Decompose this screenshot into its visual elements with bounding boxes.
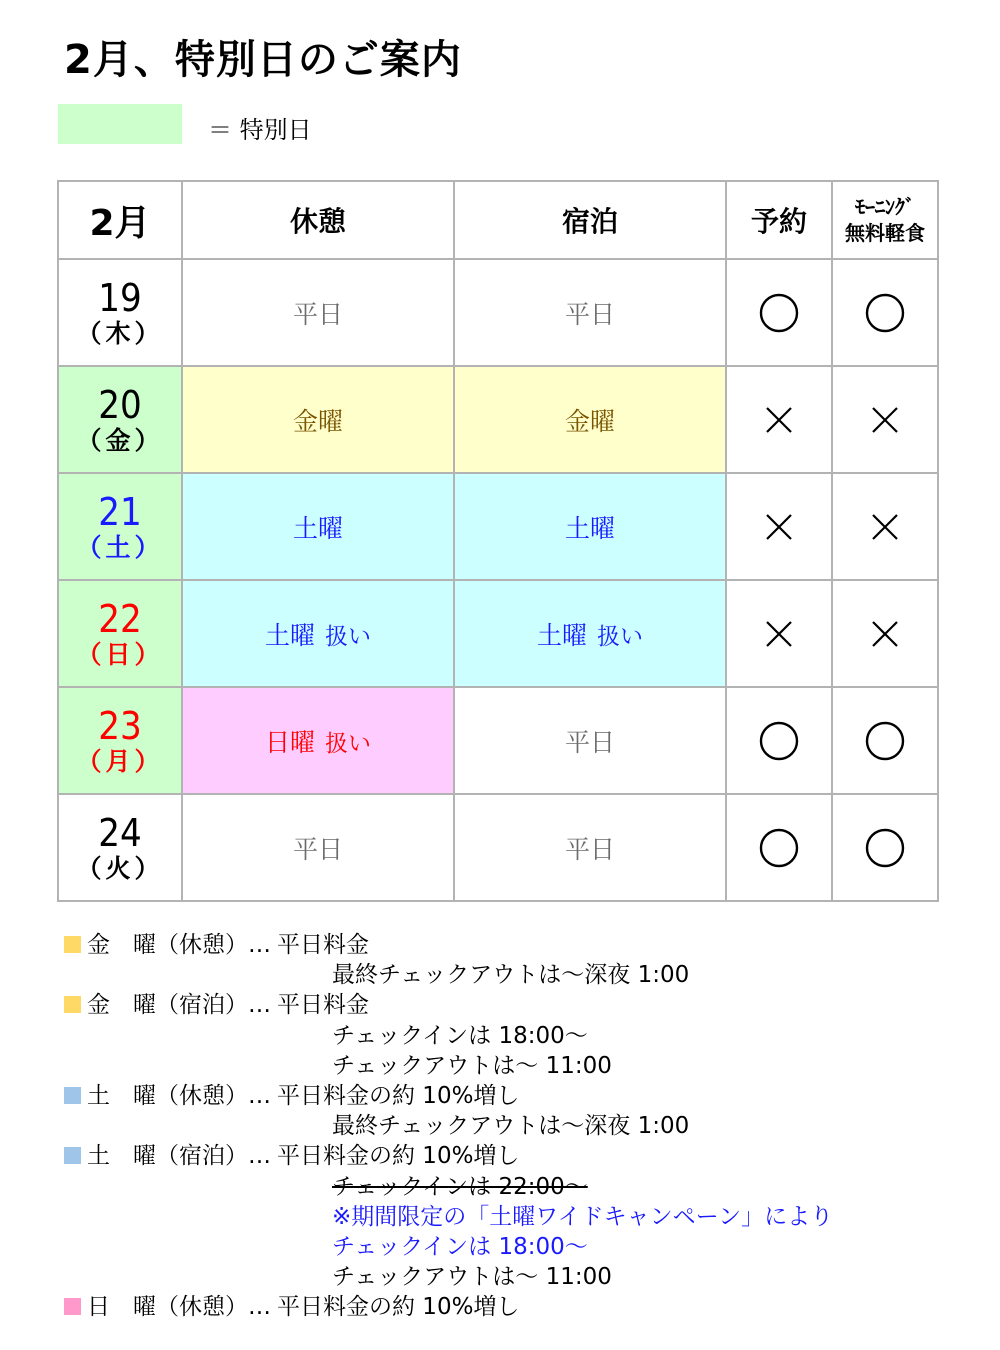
note-label: 日 曜（休憩）… bbox=[87, 1294, 271, 1321]
schedule-body bbox=[58, 259, 938, 901]
note-detail-text: チェックインは 18:00～ bbox=[332, 1022, 588, 1049]
note-heading bbox=[64, 1141, 833, 1171]
note-label: 金 曜（宿泊）… bbox=[87, 992, 271, 1019]
stay-label bbox=[565, 407, 615, 436]
note-rate: 平日料金 bbox=[277, 932, 369, 958]
day-cell bbox=[58, 366, 182, 473]
stay-label bbox=[565, 835, 615, 864]
day-cell bbox=[58, 259, 182, 366]
header-row bbox=[58, 181, 938, 259]
circle-mark-icon bbox=[833, 828, 937, 868]
stay-cell bbox=[454, 580, 726, 687]
note-detail-text: 最終チェックアウトは～深夜 1:00 bbox=[332, 1113, 690, 1140]
morning-cell bbox=[832, 473, 938, 580]
day-weekday: （木） bbox=[76, 318, 164, 348]
rest-cell bbox=[182, 473, 454, 580]
stay-label-text: 金曜 bbox=[564, 406, 615, 436]
cross-mark-icon bbox=[833, 512, 937, 542]
reservation-cell bbox=[726, 473, 832, 580]
note-detail bbox=[64, 1262, 833, 1292]
stay-label-suffix: 扱い bbox=[597, 623, 643, 650]
morning-cell bbox=[832, 259, 938, 366]
rest-label-suffix: 扱い bbox=[325, 730, 371, 757]
note-detail bbox=[64, 1051, 833, 1081]
morning-cell bbox=[832, 580, 938, 687]
header-reservation: 予約 bbox=[726, 181, 832, 259]
schedule-table bbox=[57, 180, 939, 902]
stay-label-text: 平日 bbox=[564, 834, 615, 864]
day-cell bbox=[58, 580, 182, 687]
legend-swatch bbox=[58, 104, 182, 144]
day-number: 21 bbox=[98, 489, 142, 534]
header-morning bbox=[832, 181, 938, 259]
morning-cell bbox=[832, 794, 938, 901]
cross-mark-icon bbox=[727, 405, 831, 435]
note-detail-text: チェックアウトは～ 11:00 bbox=[332, 1052, 612, 1079]
table-row bbox=[58, 794, 938, 901]
rest-label-text: 金曜 bbox=[292, 406, 343, 436]
rest-label-text: 土曜 bbox=[264, 620, 315, 650]
morning-cell bbox=[832, 687, 938, 794]
day-weekday: （月） bbox=[76, 746, 164, 776]
rest-cell bbox=[182, 259, 454, 366]
circle-mark-icon bbox=[727, 293, 831, 333]
note-bullet-square bbox=[64, 936, 81, 953]
rest-label bbox=[293, 407, 343, 436]
note-detail-text: チェックインは 18:00～ bbox=[332, 1233, 588, 1260]
rest-label-text: 土曜 bbox=[292, 513, 343, 543]
day-number: 23 bbox=[98, 703, 142, 748]
cross-mark-icon bbox=[727, 512, 831, 542]
note-detail-text: チェックアウトは～ 11:00 bbox=[332, 1264, 612, 1291]
day-cell bbox=[58, 473, 182, 580]
stay-label bbox=[565, 728, 615, 757]
circle-mark-icon bbox=[833, 293, 937, 333]
note-detail bbox=[64, 1232, 833, 1262]
stay-cell bbox=[454, 259, 726, 366]
reservation-cell bbox=[726, 259, 832, 366]
circle-mark-icon bbox=[727, 828, 831, 868]
rest-label-text: 平日 bbox=[292, 299, 343, 329]
note-detail bbox=[64, 960, 833, 990]
reservation-cell bbox=[726, 580, 832, 687]
note-label: 金 曜（休憩）… bbox=[87, 932, 271, 958]
stay-label-text: 土曜 bbox=[564, 513, 615, 543]
note-bullet-square bbox=[64, 1147, 81, 1164]
circle-mark-icon bbox=[833, 721, 937, 761]
rest-label bbox=[293, 300, 343, 329]
table-row bbox=[58, 473, 938, 580]
cross-mark-icon bbox=[833, 619, 937, 649]
note-heading bbox=[64, 930, 833, 960]
note-heading bbox=[64, 990, 833, 1020]
rest-cell bbox=[182, 366, 454, 473]
stay-cell bbox=[454, 473, 726, 580]
day-number: 24 bbox=[98, 810, 142, 855]
day-weekday: （火） bbox=[76, 853, 164, 883]
stay-label-text: 土曜 bbox=[536, 620, 587, 650]
day-weekday: （日） bbox=[76, 639, 164, 669]
note-heading bbox=[64, 1292, 833, 1322]
note-detail bbox=[64, 1021, 833, 1051]
stay-label-text: 平日 bbox=[564, 299, 615, 329]
morning-cell bbox=[832, 366, 938, 473]
day-number: 19 bbox=[98, 275, 142, 320]
note-label: 土 曜（宿泊）… bbox=[87, 1143, 271, 1170]
rest-cell bbox=[182, 794, 454, 901]
note-heading bbox=[64, 1081, 833, 1111]
stay-label-text: 平日 bbox=[564, 727, 615, 757]
header-stay: 宿泊 bbox=[454, 181, 726, 259]
legend-text: ＝ 特別日 bbox=[208, 116, 312, 144]
note-rate: 平日料金の約 10%増し bbox=[277, 1294, 520, 1321]
note-bullet-square bbox=[64, 1298, 81, 1315]
rest-label bbox=[293, 514, 343, 543]
stay-cell bbox=[454, 794, 726, 901]
note-rate: 平日料金 bbox=[277, 992, 369, 1019]
note-detail-text: チェックインは 22:00～ bbox=[332, 1173, 588, 1200]
note-detail-text: ※期間限定の「土曜ワイドキャンペーン」により bbox=[332, 1203, 834, 1230]
stay-label bbox=[565, 514, 615, 543]
day-number: 20 bbox=[98, 382, 142, 427]
rest-label bbox=[265, 728, 371, 757]
cross-mark-icon bbox=[727, 619, 831, 649]
note-detail-text: 最終チェックアウトは～深夜 1:00 bbox=[332, 962, 690, 989]
table-row bbox=[58, 259, 938, 366]
day-weekday: （土） bbox=[76, 532, 164, 562]
day-cell bbox=[58, 794, 182, 901]
note-detail bbox=[64, 1172, 833, 1202]
table-row bbox=[58, 687, 938, 794]
table-row bbox=[58, 580, 938, 687]
reservation-cell bbox=[726, 687, 832, 794]
note-detail bbox=[64, 1202, 833, 1232]
rest-label-text: 平日 bbox=[292, 834, 343, 864]
cross-mark-icon bbox=[833, 405, 937, 435]
note-bullet-square bbox=[64, 1087, 81, 1104]
rest-label-suffix: 扱い bbox=[325, 623, 371, 650]
stay-cell bbox=[454, 366, 726, 473]
note-rate: 平日料金の約 10%増し bbox=[277, 1143, 520, 1170]
stay-label bbox=[537, 621, 643, 650]
day-cell bbox=[58, 687, 182, 794]
header-month: 2月 bbox=[58, 181, 182, 259]
note-detail bbox=[64, 1111, 833, 1141]
header-morning-line2: 無料軽食 bbox=[845, 221, 925, 245]
circle-mark-icon bbox=[727, 721, 831, 761]
header-morning-line1: ﾓｰﾆﾝｸﾞ bbox=[855, 195, 915, 219]
stay-label bbox=[565, 300, 615, 329]
page-title: 2月、特別日のご案内 bbox=[64, 37, 462, 83]
note-label: 土 曜（休憩）… bbox=[87, 1082, 271, 1109]
rest-label bbox=[293, 835, 343, 864]
rest-cell bbox=[182, 580, 454, 687]
notes-section bbox=[64, 930, 833, 1322]
stay-cell bbox=[454, 687, 726, 794]
rest-cell bbox=[182, 687, 454, 794]
reservation-cell bbox=[726, 366, 832, 473]
day-number: 22 bbox=[98, 596, 142, 641]
note-bullet-square bbox=[64, 996, 81, 1013]
reservation-cell bbox=[726, 794, 832, 901]
table-row bbox=[58, 366, 938, 473]
header-rest: 休憩 bbox=[182, 181, 454, 259]
rest-label-text: 日曜 bbox=[264, 727, 315, 757]
day-weekday: （金） bbox=[76, 425, 164, 455]
note-rate: 平日料金の約 10%増し bbox=[277, 1082, 520, 1109]
rest-label bbox=[265, 621, 371, 650]
